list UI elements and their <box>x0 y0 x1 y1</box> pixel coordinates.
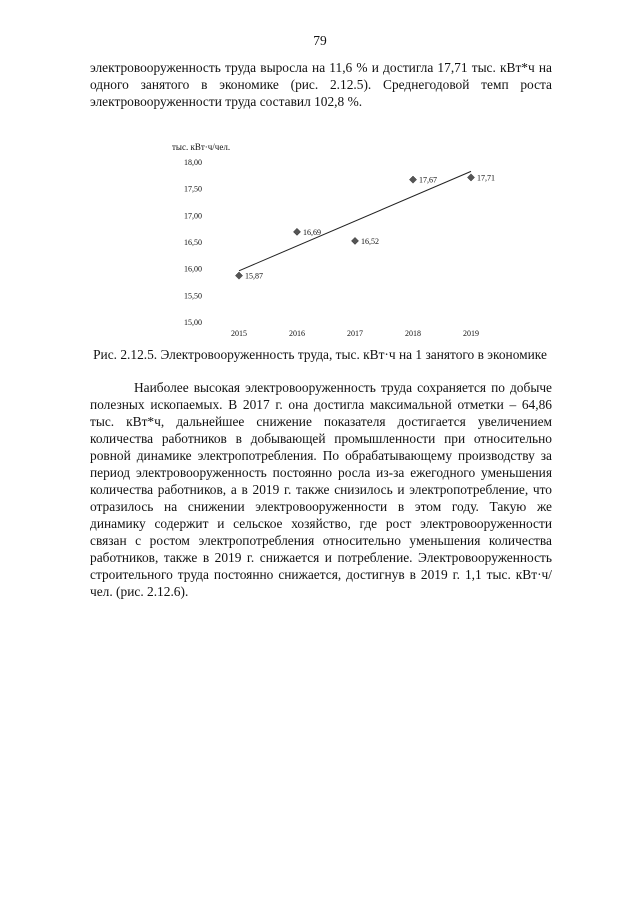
y-tick-label: 17,50 <box>184 184 202 194</box>
trend-line <box>239 171 471 270</box>
x-tick-label: 2019 <box>463 329 479 338</box>
data-point-label: 16,69 <box>303 227 321 237</box>
data-point-marker <box>351 237 358 244</box>
data-point-label: 15,87 <box>245 271 263 281</box>
paragraph-analysis: Наиболее высокая электровооруженность труда сохраняется по добыче полезных ископаемых. В 2017 г. она достигла максимальной отметки – 64,86 тыс. кВт*ч, дальнейшее снижение показателя достигается увеличением количества работников в добывающей промышленности при относительно ровной динамике электропотребления. По обрабатывающему производству за период электровооруженность постоянно росла из-за ежегодного уменьшения количества работников, а в 2019 г. также снизилось и электропотребление, что отразилось на снижении электровооруженности в этом году. Такую же динамику содержит и сельское хозяйство, где рост электровооруженности связан с ростом электропотребления относительно уменьшения количества работников, также в 2019 г. снижается и потребление. Электровооруженность строительного труда постоянно снижается, достигнув в 2019 г. 1,1 тыс. кВт·ч/чел. (рис. 2.12.6). <box>90 380 552 599</box>
x-tick-label: 2016 <box>289 329 305 338</box>
y-tick-label: 15,50 <box>184 291 202 301</box>
y-tick-label: 15,00 <box>184 318 202 327</box>
data-point-label: 17,67 <box>419 175 437 185</box>
electro-equipment-chart <box>150 140 510 345</box>
x-tick-label: 2015 <box>231 329 247 338</box>
x-tick-label: 2017 <box>347 329 363 338</box>
figure-caption: Рис. 2.12.5. Электровооруженность труда, тыс. кВт·ч на 1 занятого в экономике <box>93 347 547 362</box>
paragraph-intro: электровооруженность труда выросла на 11,6 % и достигла 17,71 тыс. кВт*ч на одного занятого в экономике (рис. 2.12.5). Среднегодовой темп роста электровооруженности труда составил 102,8 %. <box>90 60 552 109</box>
data-point-marker <box>409 176 416 183</box>
chart-canvas <box>150 140 510 345</box>
data-point-marker <box>293 228 300 235</box>
y-tick-label: 16,50 <box>184 238 202 247</box>
y-tick-label: 18,00 <box>184 158 202 167</box>
data-point-label: 17,71 <box>477 173 495 183</box>
data-point-label: 16,52 <box>361 236 379 246</box>
y-axis-unit-label: тыс. кВт·ч/чел. <box>172 142 231 152</box>
y-tick-label: 17,00 <box>184 211 202 221</box>
data-point-marker <box>467 174 474 181</box>
y-tick-label: 16,00 <box>184 264 202 274</box>
x-tick-label: 2018 <box>405 329 421 338</box>
data-point-marker <box>235 272 242 279</box>
page-number: 79 <box>313 33 327 48</box>
